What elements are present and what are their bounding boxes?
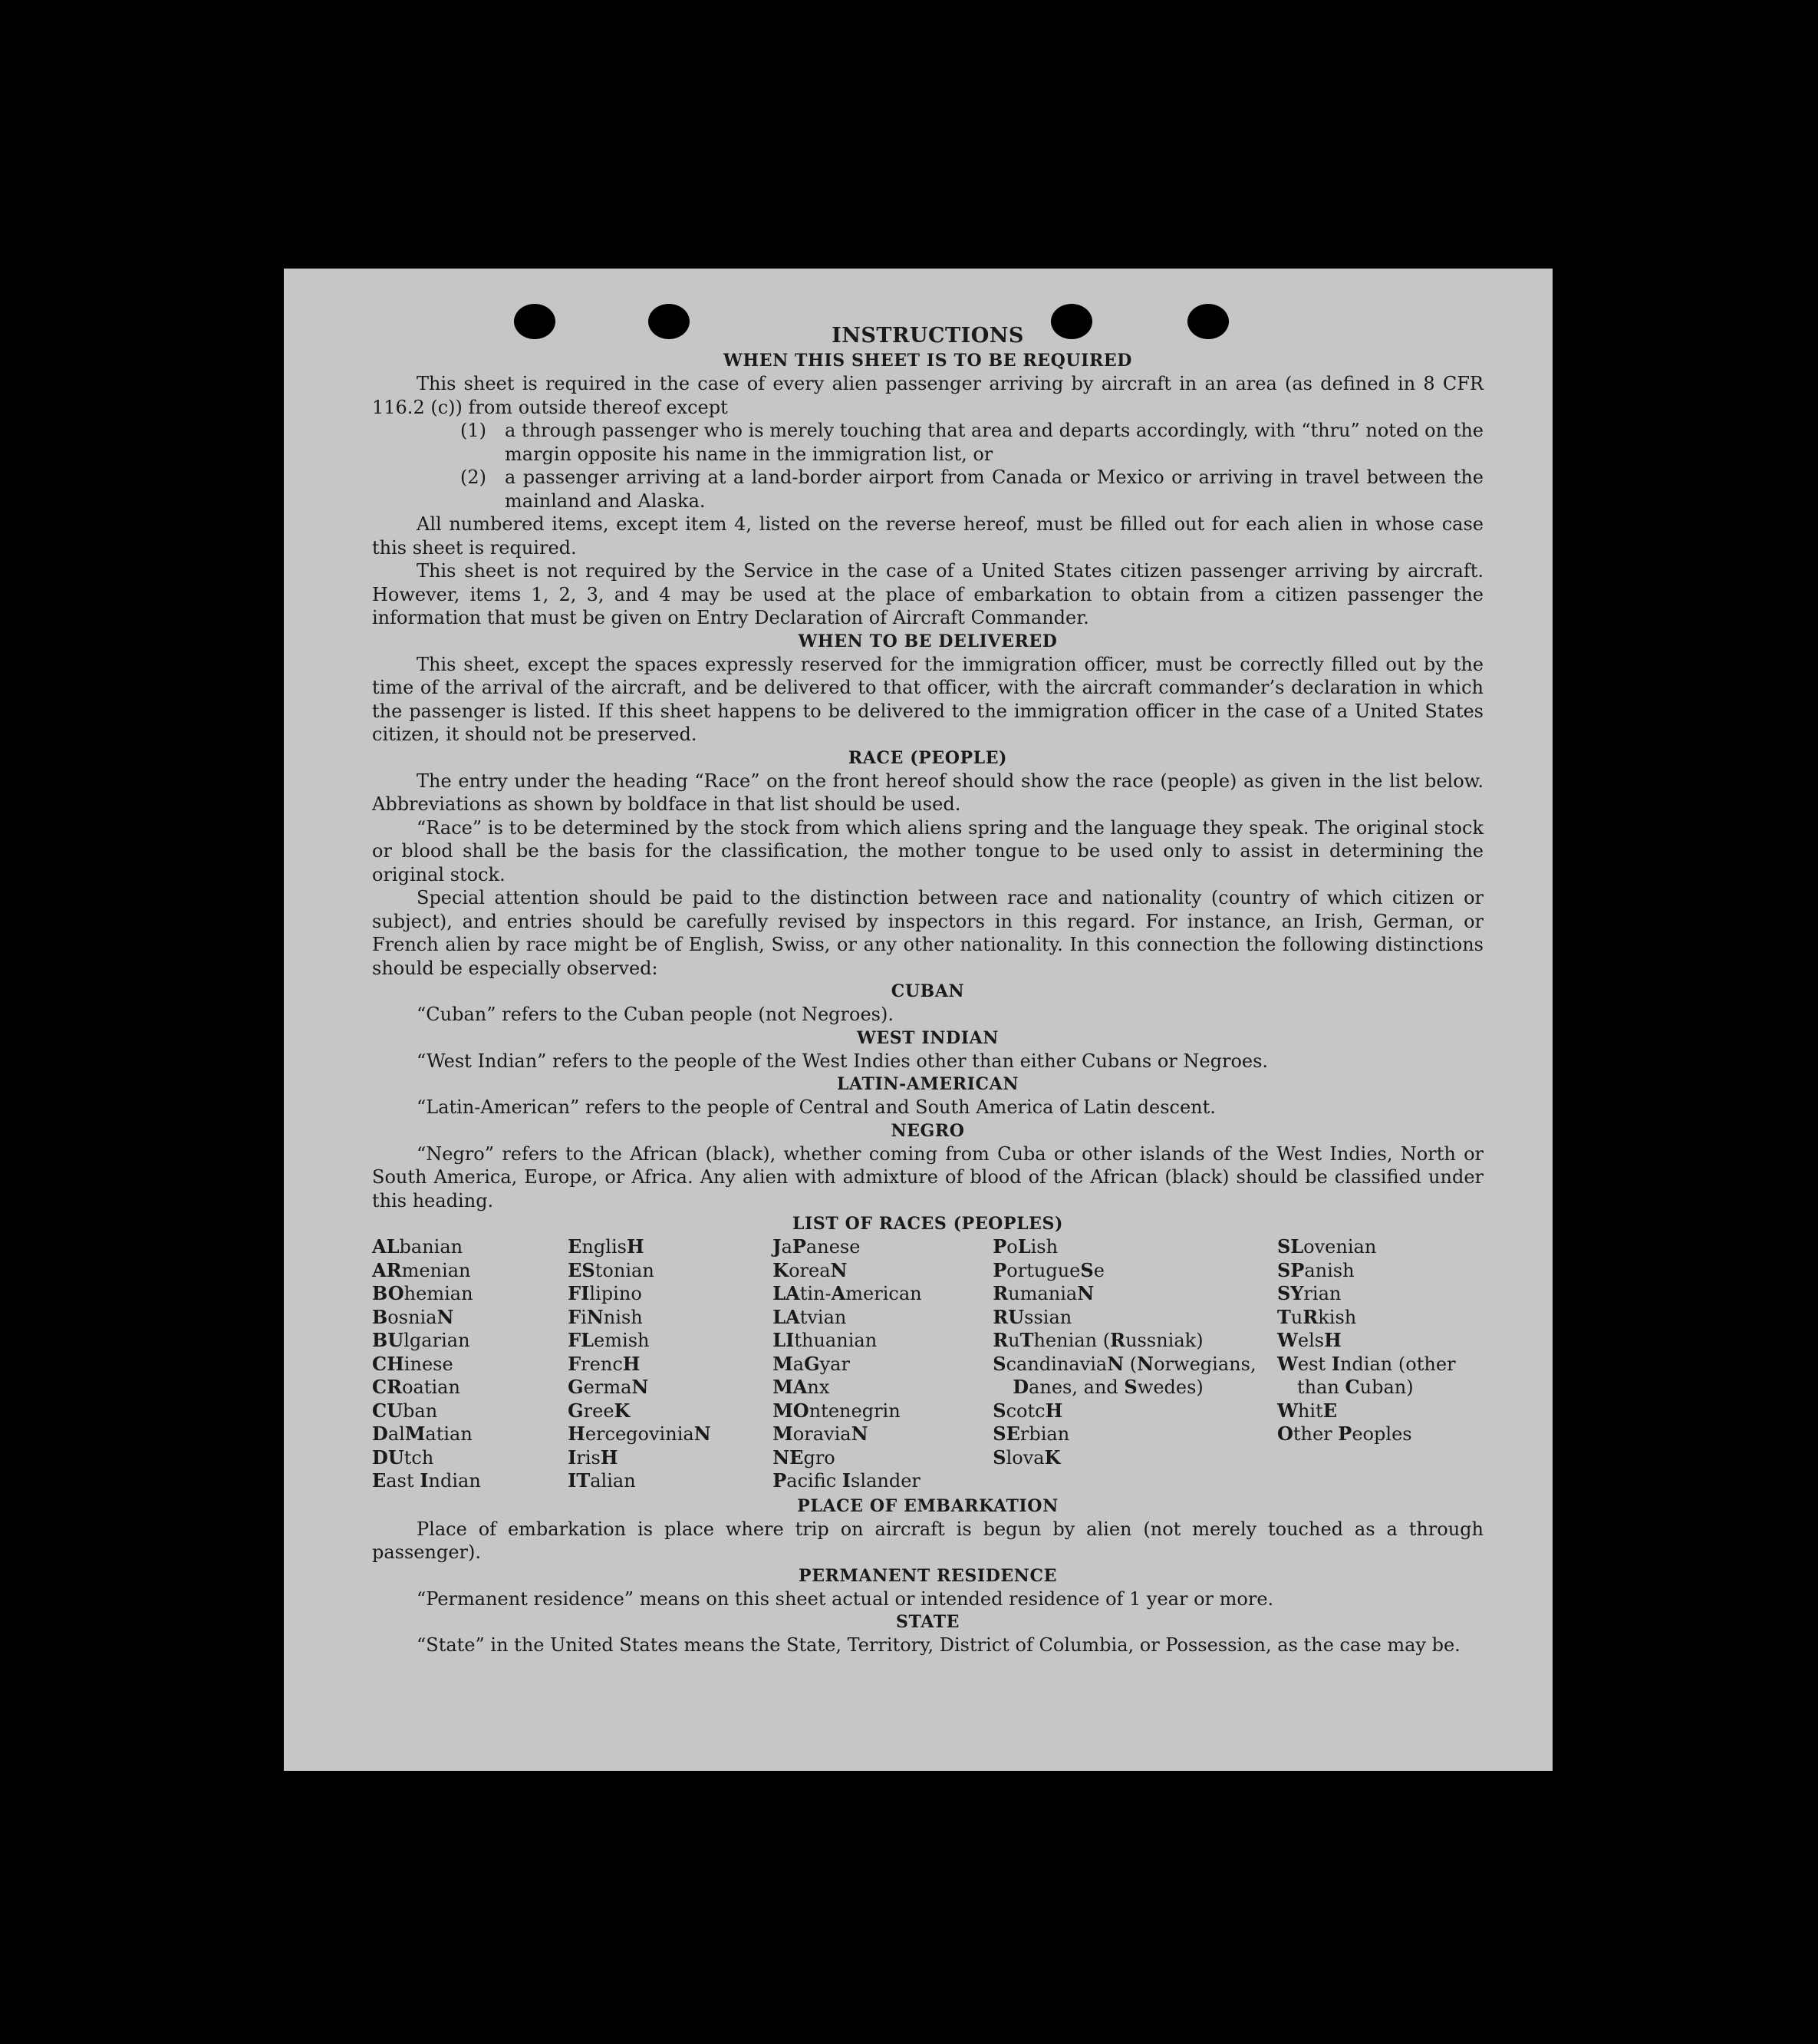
race-entry: PortugueSe — [993, 1258, 1105, 1281]
race-entry: RUssian — [993, 1305, 1072, 1328]
race-entry: CUban — [372, 1399, 438, 1422]
heading-latin-american: LATIN-AMERICAN — [836, 1074, 1019, 1094]
item-number: (2) — [460, 466, 486, 488]
paragraph: The entry under the heading “Race” on the front hereof should show the race (people) as given in the list below. Abbreviations as shown by boldface in that list should be used. — [372, 770, 1484, 815]
race-entry: LIthuanian — [772, 1329, 878, 1351]
paragraph: Special attention should be paid to the distinction between race and nationality (country of which citizen or subject), and entries should be carefully revised by inspectors in this regard. For instance, an Irish, German, or French alien by race might be of English, Swiss, or any other nationality. In this connection the following distinctions should be especially observed: — [372, 887, 1484, 979]
page-title: INSTRUCTIONS — [832, 324, 1024, 348]
document-sheet — [284, 269, 1553, 1771]
document-body — [372, 324, 1484, 1657]
race-entry: GreeK — [568, 1399, 631, 1422]
race-entry: LAtvian — [772, 1305, 847, 1328]
race-entry: RuThenian (Russniak) — [993, 1329, 1204, 1351]
race-entry: PoLish — [993, 1235, 1059, 1258]
list-item — [372, 466, 1484, 513]
paragraph: This sheet, except the spaces expressly reserved for the immigration officer, must be correctly filled out by the time of the arrival of the aircraft, and be delivered to that officer, with the aircraft commander’s declaration in which the passenger is listed. If this sheet happens to be delivered to the immigration officer in the case of a United States citizen, it should not be preserved. — [372, 653, 1484, 745]
race-entry: DalMatian — [372, 1423, 473, 1445]
paragraph: All numbered items, except item 4, listed on the reverse hereof, must be filled out for each alien in whose case this sheet is required. — [372, 513, 1484, 559]
list-item — [372, 419, 1484, 466]
race-entry: BOhemian — [372, 1282, 473, 1304]
race-entry: EStonian — [568, 1258, 654, 1281]
paragraph: “Race” is to be determined by the stock from which aliens spring and the language they speak. The original stock or blood shall be the basis for the classification, the mother tongue to be used only to assist in determining the original stock. — [372, 816, 1484, 885]
race-entry: ALbanian — [372, 1235, 463, 1258]
heading-place-of-embarkation: PLACE OF EMBARKATION — [797, 1495, 1059, 1516]
race-entry: Other Peoples — [1276, 1423, 1412, 1445]
race-entry: KoreaN — [772, 1258, 848, 1281]
race-entry: NEgro — [772, 1446, 835, 1469]
item-number: (1) — [460, 420, 486, 441]
race-entry: MaGyar — [772, 1352, 850, 1375]
paragraph: “Permanent residence” means on this sheet actual or intended residence of 1 year or more. — [417, 1587, 1274, 1610]
race-entry: JaPanese — [772, 1235, 861, 1258]
races-column — [993, 1235, 1277, 1493]
paragraph: “Latin-American” refers to the people of Central and South America of Latin descent. — [417, 1096, 1216, 1118]
races-column — [1277, 1235, 1484, 1493]
races-column — [372, 1235, 568, 1493]
heading-cuban: CUBAN — [891, 981, 965, 1001]
race-entry: MOntenegrin — [772, 1399, 901, 1422]
race-entry: FiNnish — [568, 1305, 643, 1328]
race-entry: GermaN — [568, 1376, 649, 1398]
heading-state: STATE — [895, 1612, 960, 1632]
races-column — [772, 1235, 993, 1493]
race-entry: Pacifc Islander — [772, 1469, 921, 1492]
heading-race: RACE (PEOPLE) — [848, 747, 1008, 768]
heading-permanent-residence: PERMANENT RESIDENCE — [799, 1565, 1057, 1586]
race-entry: FIlipino — [568, 1282, 642, 1304]
item-text: a passenger arriving at a land-border airport from Canada or Mexico or arriving in travel between the mainland and Alaska. — [505, 466, 1484, 512]
race-entry: ScotcH — [993, 1399, 1063, 1422]
race-entry: ScandinaviaN (Norwegians, Danes, and Swedes) — [993, 1352, 1256, 1398]
race-entry: East Indian — [372, 1469, 481, 1492]
item-text: a through passenger who is merely touching that area and departs accordingly, with “thru” noted on the margin opposite his name in the immigration list, or — [505, 420, 1484, 465]
race-entry: SYrian — [1276, 1282, 1342, 1304]
race-entry: DUtch — [372, 1446, 434, 1469]
heading-when-required: WHEN THIS SHEET IS TO BE REQUIRED — [723, 351, 1132, 371]
heading-negro: NEGRO — [891, 1120, 965, 1141]
heading-west-indian: WEST INDIAN — [857, 1027, 999, 1048]
paragraph: This sheet is required in the case of every alien passenger arriving by aircraft in an area (as defined in 8 CFR 116.2 (c)) from outside thereof except — [372, 373, 1484, 418]
race-entry: SlovaK — [993, 1446, 1061, 1469]
race-entry: MAnx — [772, 1376, 830, 1398]
race-entry: SErbian — [993, 1423, 1070, 1445]
race-entry: IrisH — [568, 1446, 618, 1469]
race-entry: CHinese — [372, 1352, 453, 1375]
race-entry: ITalian — [568, 1469, 636, 1492]
race-entry: MoraviaN — [772, 1423, 868, 1445]
races-column — [568, 1235, 772, 1493]
race-entry: BosniaN — [372, 1305, 454, 1328]
races-table — [372, 1235, 1484, 1493]
race-entry: CRoatian — [372, 1376, 460, 1398]
race-entry: FLemish — [568, 1329, 650, 1351]
paragraph: “Cuban” refers to the Cuban people (not Negroes). — [417, 1004, 894, 1025]
heading-when-delivered: WHEN TO BE DELIVERED — [798, 631, 1058, 651]
race-entry: SPanish — [1276, 1258, 1355, 1281]
paragraph: “West Indian” refers to the people of the West Indies other than either Cubans or Negroes. — [417, 1050, 1269, 1072]
paragraph: This sheet is not required by the Service in the case of a United States citizen passenger arriving by aircraft. However, items 1, 2, 3, and 4 may be used at the place of embarkation to obtain from a citizen passenger the information that must be given on Entry Declaration of Aircraft Commander. — [372, 560, 1484, 628]
race-entry: EnglisH — [568, 1235, 644, 1258]
race-entry: BUlgarian — [372, 1329, 470, 1351]
race-entry: West Indian (other than Cuban) — [1276, 1352, 1456, 1398]
race-entry: RumaniaN — [993, 1282, 1095, 1304]
race-entry: SLovenian — [1276, 1235, 1377, 1258]
race-entry: ARmenian — [372, 1258, 471, 1281]
paragraph: “State” in the United States means the State, Territory, District of Columbia, or Possession, as the case may be. — [417, 1634, 1461, 1656]
race-entry: WhitE — [1276, 1399, 1337, 1422]
race-entry: TuRkish — [1276, 1305, 1357, 1328]
race-entry: HercegoviniaN — [568, 1423, 711, 1445]
paragraph: “Negro” refers to the African (black), whether coming from Cuba or other islands of the West Indies, North or South America, Europe, or Africa. Any alien with admixture of blood of the African (black) should be classified under this heading. — [372, 1142, 1484, 1212]
paragraph: Place of embarkation is place where trip on aircraft is begun by alien (not merely touched as a through passenger). — [372, 1518, 1484, 1563]
race-entry: WelsH — [1276, 1329, 1342, 1351]
heading-list-of-races: LIST OF RACES (PEOPLES) — [792, 1214, 1064, 1234]
race-entry: FrencH — [568, 1352, 641, 1375]
race-entry: LAtin-American — [772, 1282, 922, 1304]
